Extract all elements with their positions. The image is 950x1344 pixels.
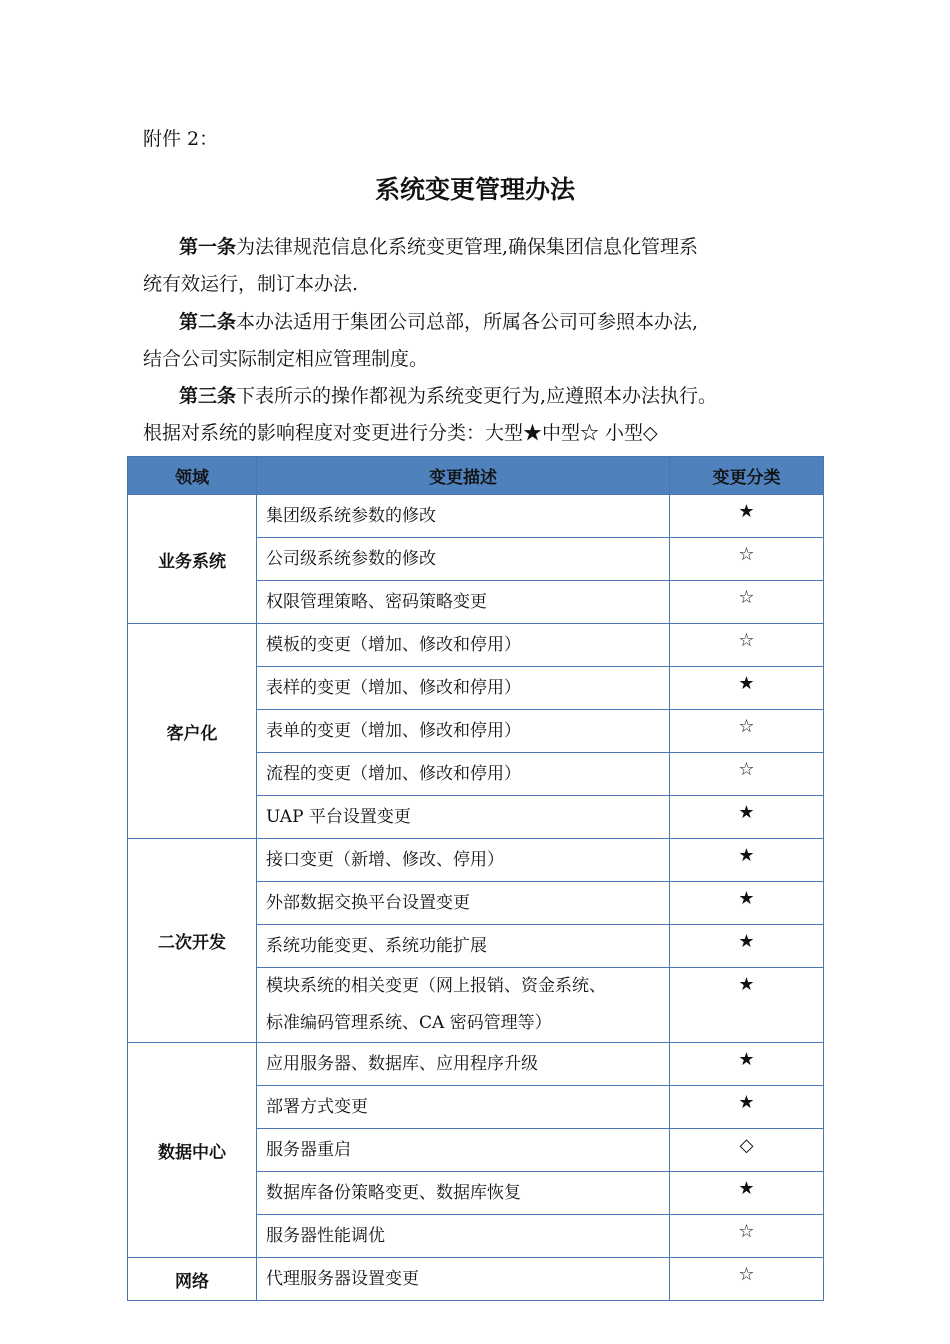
article-2 [143, 304, 823, 378]
description-line: 应用服务器、数据库、应用程序升级 [266, 1053, 538, 1074]
description-line: 数据库备份策略变更、数据库恢复 [266, 1182, 521, 1203]
description-cell [257, 710, 670, 753]
classification-cell: ★ [670, 925, 824, 968]
table-row [128, 495, 824, 538]
classification-cell: ☆ [670, 581, 824, 624]
description-line: 服务器性能调优 [266, 1225, 385, 1246]
article-1-text-2: 统有效运行，制订本办法. [143, 273, 359, 295]
description-cell [257, 1129, 670, 1172]
description-cell [257, 624, 670, 667]
description-cell [257, 753, 670, 796]
article-2-text-1: 本办法适用于集团公司总部，所属各公司可参照本办法, [236, 311, 699, 333]
change-classification-table [127, 456, 824, 1301]
article-3-text-2: 根据对系统的影响程度对变更进行分类：大型★中型☆ 小型◇ [143, 422, 658, 444]
classification-cell: ★ [670, 1043, 824, 1086]
table-row [128, 1043, 824, 1086]
article-3 [143, 378, 823, 452]
classification-cell: ★ [670, 796, 824, 839]
description-line: 部署方式变更 [266, 1096, 368, 1117]
description-line: 模块系统的相关变更（网上报销、资金系统、 [266, 976, 606, 996]
classification-cell: ☆ [670, 538, 824, 581]
header-description: 变更描述 [257, 457, 670, 495]
table-row [128, 624, 824, 667]
description-line: 代理服务器设置变更 [266, 1268, 419, 1289]
description-cell [257, 581, 670, 624]
attachment-label: 附件 2： [143, 128, 219, 150]
description-line: 权限管理策略、密码策略变更 [266, 591, 487, 612]
classification-cell: ★ [670, 1172, 824, 1215]
description-line: 系统功能变更、系统功能扩展 [266, 935, 487, 956]
description-cell [257, 839, 670, 882]
description-line: 公司级系统参数的修改 [266, 548, 436, 569]
document-title: 系统变更管理办法 [374, 175, 575, 204]
domain-cell: 客户化 [128, 624, 257, 839]
article-3-head: 第三条 [179, 385, 237, 407]
header-classification: 变更分类 [670, 457, 824, 495]
description-line: 流程的变更（增加、修改和停用） [266, 763, 521, 784]
article-1-head: 第一条 [179, 236, 237, 258]
table-header-row [128, 457, 824, 495]
domain-cell: 业务系统 [128, 495, 257, 624]
table-row [128, 1258, 824, 1301]
description-line: 服务器重启 [266, 1139, 351, 1160]
description-cell [257, 882, 670, 925]
description-line: UAP 平台设置变更 [266, 806, 411, 827]
classification-cell: ☆ [670, 710, 824, 753]
article-1 [143, 229, 823, 303]
article-1-text-1: 为法律规范信息化系统变更管理,确保集团信息化管理系 [236, 236, 699, 258]
classification-cell: ☆ [670, 1215, 824, 1258]
description-line: 标准编码管理系统、CA 密码管理等） [266, 1013, 552, 1033]
description-line: 模板的变更（增加、修改和停用） [266, 634, 521, 655]
domain-cell: 二次开发 [128, 839, 257, 1043]
description-line: 接口变更（新增、修改、停用） [266, 849, 504, 870]
description-cell [257, 1086, 670, 1129]
description-cell [257, 1215, 670, 1258]
description-cell [257, 538, 670, 581]
description-cell [257, 796, 670, 839]
description-line: 表单的变更（增加、修改和停用） [266, 720, 521, 741]
description-line: 表样的变更（增加、修改和停用） [266, 677, 521, 698]
classification-cell: ★ [670, 882, 824, 925]
classification-cell: ☆ [670, 1258, 824, 1301]
description-cell [257, 1172, 670, 1215]
table-row [128, 839, 824, 882]
description-cell [257, 667, 670, 710]
classification-cell: ★ [670, 495, 824, 538]
description-cell [257, 495, 670, 538]
domain-cell: 数据中心 [128, 1043, 257, 1258]
classification-cell: ★ [670, 667, 824, 710]
classification-cell: ★ [670, 839, 824, 882]
domain-cell: 网络 [128, 1258, 257, 1301]
description-cell [257, 1258, 670, 1301]
classification-cell: ★ [670, 1086, 824, 1129]
description-cell [257, 968, 670, 1043]
description-cell [257, 925, 670, 968]
article-3-text-1: 下表所示的操作都视为系统变更行为,应遵照本办法执行。 [236, 385, 718, 407]
article-2-text-2: 结合公司实际制定相应管理制度。 [143, 348, 429, 370]
classification-cell: ★ [670, 968, 824, 1043]
classification-cell: ☆ [670, 624, 824, 667]
description-line: 外部数据交换平台设置变更 [266, 892, 470, 913]
header-domain: 领域 [128, 457, 257, 495]
classification-cell: ◇ [670, 1129, 824, 1172]
article-2-head: 第二条 [179, 311, 237, 333]
description-line: 集团级系统参数的修改 [266, 505, 436, 526]
description-cell [257, 1043, 670, 1086]
classification-cell: ☆ [670, 753, 824, 796]
